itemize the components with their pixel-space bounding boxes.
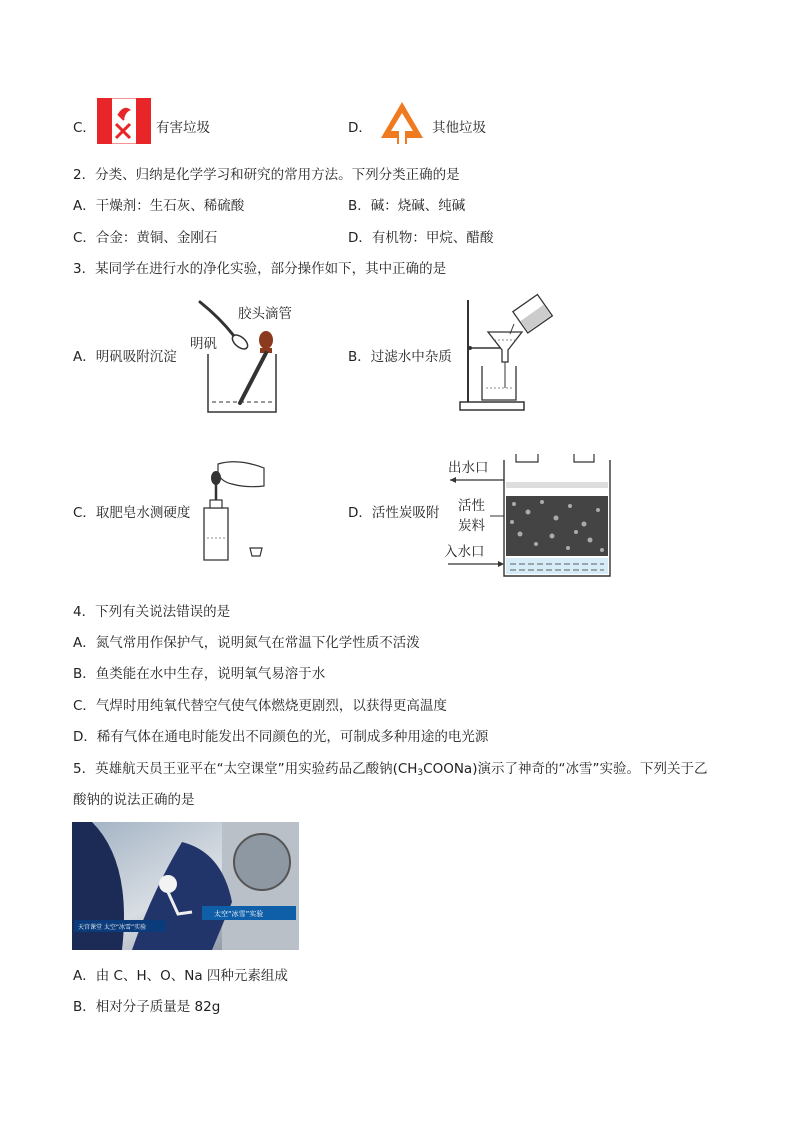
q4-option-b: B．鱼类能在水中生存，说明氧气易溶于水 (73, 666, 326, 682)
q5-stem-line2: 酸钠的说法正确的是 (73, 792, 195, 808)
q5-option-a: A．由 C、H、O、Na 四种元素组成 (73, 968, 288, 984)
option-d-text: 其他垃圾 (432, 120, 486, 136)
q4-stem: 4．下列有关说法错误的是 (73, 604, 231, 620)
q3-option-b: B．过滤水中杂质 (348, 349, 452, 365)
option-c-letter: C． (73, 120, 96, 136)
q2-stem: 2．分类、归纳是化学学习和研究的常用方法。下列分类正确的是 (73, 167, 460, 183)
carbon-label-1: 活性 (458, 498, 485, 514)
carbon-filter-figure (444, 452, 616, 580)
q3-option-a: A．明矾吸附沉淀 (73, 349, 177, 365)
dropper-label: 胶头滴管 (238, 306, 292, 322)
carbon-label-2: 炭料 (458, 518, 485, 534)
water-outlet-label: 出水口 (448, 460, 489, 476)
q2-option-c: C．合金：黄铜、金刚石 (73, 230, 218, 246)
q3-option-d: D．活性炭吸附 (348, 505, 440, 521)
q4-option-c: C．气焊时用纯氧代替空气使气体燃烧更剧烈，以获得更高温度 (73, 698, 447, 714)
filtration-figure (456, 296, 556, 414)
q4-option-d: D．稀有气体在通电时能发出不同颜色的光，可制成多种用途的电光源 (73, 729, 489, 745)
q2-option-a: A．干燥剂：生石灰、稀硫酸 (73, 198, 245, 214)
option-c-text: 有害垃圾 (156, 120, 210, 136)
soap-water-figure (198, 456, 272, 566)
q3-option-c: C．取肥皂水测硬度 (73, 505, 191, 521)
q5-stem-line1: 5．英雄航天员王亚平在“太空课堂”用实验药品乙酸钠$(CH_3COONa)$演示了神奇的“冰雪”实验。下列关于乙 (73, 761, 708, 778)
alum-label: 明矾 (190, 336, 217, 352)
space-class-photo (72, 822, 299, 950)
other-waste-icon (377, 100, 427, 146)
water-inlet-label: 入水口 (444, 544, 485, 560)
photo-caption-right: 太空“冰雪”实验 (214, 910, 264, 918)
option-d-letter: D． (348, 120, 372, 136)
q4-option-a: A．氮气常用作保护气，说明氮气在常温下化学性质不活泼 (73, 635, 420, 651)
q3-stem: 3．某同学在进行水的净化实验，部分操作如下，其中正确的是 (73, 261, 447, 277)
photo-caption-left: 天宫课堂 太空“冰雪”实验 (78, 924, 147, 931)
hazardous-waste-icon (97, 98, 151, 144)
q5-option-b: B．相对分子质量是 82g (73, 999, 221, 1015)
alum-dropper-figure (190, 298, 310, 418)
q2-option-b: B．碱：烧碱、纯碱 (348, 198, 466, 214)
q2-option-d: D．有机物：甲烷、醋酸 (348, 230, 494, 246)
